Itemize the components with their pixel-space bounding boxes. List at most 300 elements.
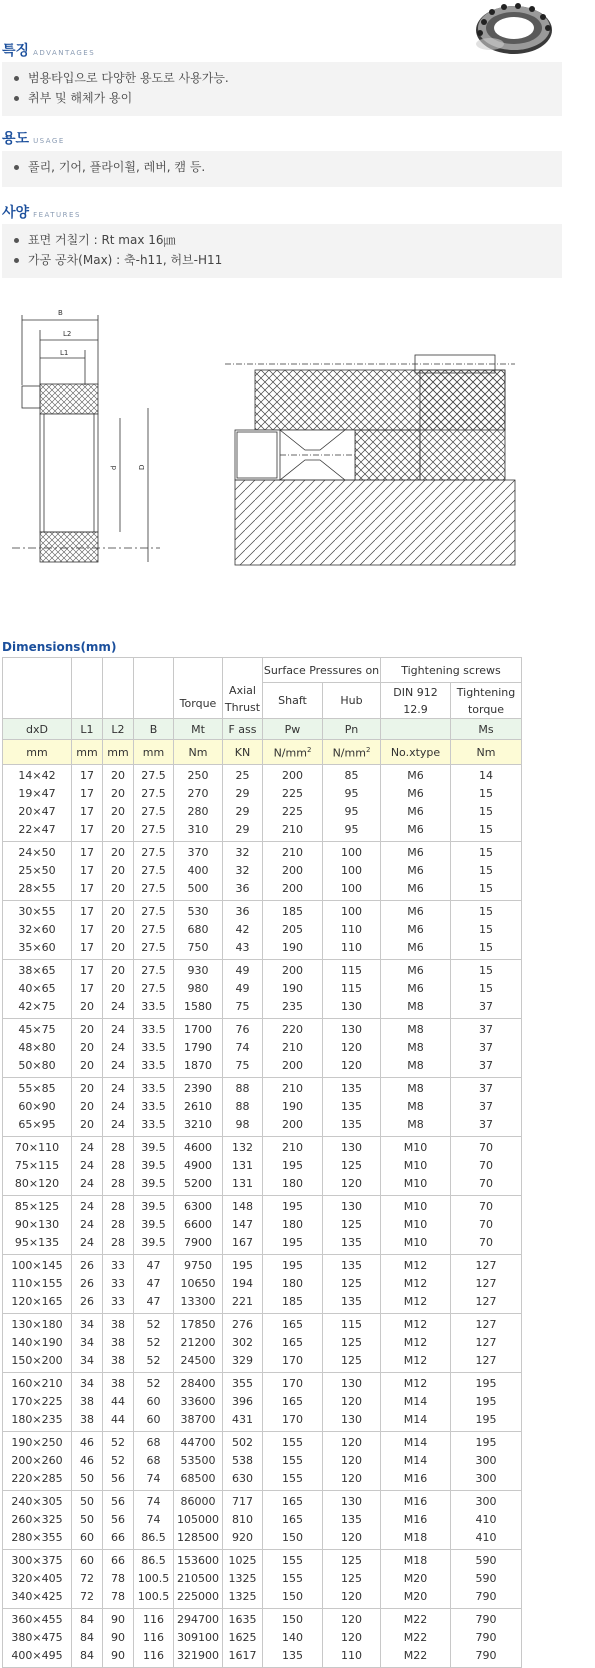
table-cell: 155: [263, 1570, 323, 1588]
table-cell: 29: [223, 821, 263, 842]
table-cell: 66: [103, 1550, 134, 1571]
unit-cell: No.xtype: [381, 740, 451, 765]
table-cell: 135: [323, 1293, 381, 1314]
table-cell: 140: [263, 1629, 323, 1647]
table-cell: 100×145: [3, 1255, 72, 1276]
table-cell: 56: [103, 1491, 134, 1512]
header-surface-pressures: Surface Pressures on: [263, 658, 381, 683]
table-row: [3, 1039, 522, 1057]
header-row-1: [3, 658, 522, 683]
table-cell: 135: [323, 1255, 381, 1276]
table-cell: M8: [381, 1019, 451, 1040]
table-cell: 15: [451, 842, 522, 863]
table-cell: 37: [451, 1078, 522, 1099]
table-cell: 116: [134, 1647, 174, 1668]
table-cell: M8: [381, 1116, 451, 1137]
table-cell: 46: [72, 1452, 103, 1470]
table-cell: 120: [323, 1629, 381, 1647]
table-cell: M8: [381, 1098, 451, 1116]
table-cell: 195: [451, 1393, 522, 1411]
list-item: 범용타입으로 다양한 용도로 사용가능.: [28, 68, 562, 88]
table-cell: M6: [381, 880, 451, 901]
header-tightening-screws: Tightening screws: [381, 658, 522, 683]
table-row: [3, 1334, 522, 1352]
table-cell: 33: [103, 1255, 134, 1276]
symbol-cell: L1: [72, 719, 103, 740]
table-cell: 72: [72, 1570, 103, 1588]
usage-box: [2, 151, 562, 187]
table-cell: 130: [323, 1137, 381, 1158]
table-cell: 90: [103, 1647, 134, 1668]
usage-title: 용도 USAGE: [2, 131, 65, 147]
table-cell: 200: [263, 765, 323, 786]
table-cell: 195: [263, 1196, 323, 1217]
table-cell: M10: [381, 1216, 451, 1234]
table-cell: 48×80: [3, 1039, 72, 1057]
table-cell: 52: [134, 1373, 174, 1394]
table-cell: 165: [263, 1393, 323, 1411]
table-cell: 44: [103, 1411, 134, 1432]
table-cell: M10: [381, 1137, 451, 1158]
table-cell: 24: [103, 1098, 134, 1116]
table-cell: 70×110: [3, 1137, 72, 1158]
table-cell: 131: [223, 1175, 263, 1196]
table-cell: 37: [451, 1098, 522, 1116]
table-cell: 127: [451, 1275, 522, 1293]
table-cell: 148: [223, 1196, 263, 1217]
table-cell: 125: [323, 1570, 381, 1588]
table-cell: 27.5: [134, 803, 174, 821]
table-cell: 502: [223, 1432, 263, 1453]
table-cell: 25×50: [3, 862, 72, 880]
table-cell: 33.5: [134, 998, 174, 1019]
table-cell: 100.5: [134, 1570, 174, 1588]
table-row: [3, 1255, 522, 1276]
table-cell: 130×180: [3, 1314, 72, 1335]
table-cell: 80×120: [3, 1175, 72, 1196]
table-cell: 17: [72, 842, 103, 863]
unit-cell: Nm: [451, 740, 522, 765]
table-cell: 194: [223, 1275, 263, 1293]
table-cell: 15: [451, 785, 522, 803]
unit-cell: $N/mm^2$: [263, 740, 323, 765]
table-cell: 127: [451, 1352, 522, 1373]
table-group: [3, 1432, 522, 1491]
unit-cell: KN: [223, 740, 263, 765]
list-item: 가공 공차(Max) : 축-h11, 허브-H11: [28, 250, 562, 270]
table-cell: 20: [103, 803, 134, 821]
table-row: [3, 1196, 522, 1217]
table-cell: 170×225: [3, 1393, 72, 1411]
table-cell: 120: [323, 1432, 381, 1453]
table-cell: 17: [72, 980, 103, 998]
table-cell: 74: [134, 1511, 174, 1529]
table-cell: M12: [381, 1275, 451, 1293]
table-cell: 4600: [174, 1137, 223, 1158]
table-cell: 135: [323, 1116, 381, 1137]
table-cell: 167: [223, 1234, 263, 1255]
table-cell: 530: [174, 901, 223, 922]
table-cell: M6: [381, 765, 451, 786]
table-cell: 195: [263, 1157, 323, 1175]
table-cell: 50×80: [3, 1057, 72, 1078]
table-row: [3, 821, 522, 842]
table-cell: 20: [72, 1019, 103, 1040]
table-row: [3, 880, 522, 901]
table-cell: 155: [263, 1550, 323, 1571]
table-cell: 85: [323, 765, 381, 786]
table-cell: 195: [451, 1373, 522, 1394]
table-cell: 33: [103, 1293, 134, 1314]
table-cell: 20: [72, 1078, 103, 1099]
table-cell: 85×125: [3, 1196, 72, 1217]
table-group: [3, 1491, 522, 1550]
table-cell: 280×355: [3, 1529, 72, 1550]
table-cell: 50: [72, 1491, 103, 1512]
table-group: [3, 1609, 522, 1668]
table-cell: 135: [323, 1098, 381, 1116]
table-cell: 27.5: [134, 785, 174, 803]
table-cell: 1617: [223, 1647, 263, 1668]
table-cell: 44: [103, 1393, 134, 1411]
table-cell: 38: [103, 1373, 134, 1394]
table-cell: 17: [72, 880, 103, 901]
table-cell: 38: [103, 1352, 134, 1373]
table-cell: 1625: [223, 1629, 263, 1647]
table-cell: 320×405: [3, 1570, 72, 1588]
table-cell: 14: [451, 765, 522, 786]
table-cell: 24: [103, 1057, 134, 1078]
table-cell: 280: [174, 803, 223, 821]
table-cell: 321900: [174, 1647, 223, 1668]
table-cell: 26: [72, 1293, 103, 1314]
table-row: [3, 998, 522, 1019]
table-row: [3, 1373, 522, 1394]
table-cell: 20: [72, 1057, 103, 1078]
table-cell: 26: [72, 1255, 103, 1276]
table-cell: M22: [381, 1647, 451, 1668]
table-cell: 980: [174, 980, 223, 998]
table-cell: 20: [72, 998, 103, 1019]
table-cell: 130: [323, 1019, 381, 1040]
table-cell: 70: [451, 1175, 522, 1196]
table-cell: 131: [223, 1157, 263, 1175]
table-cell: 74: [223, 1039, 263, 1057]
table-cell: 32×60: [3, 921, 72, 939]
table-cell: 300: [451, 1452, 522, 1470]
table-cell: 27.5: [134, 880, 174, 901]
table-cell: 70: [451, 1137, 522, 1158]
table-cell: M8: [381, 1039, 451, 1057]
table-cell: M6: [381, 980, 451, 998]
table-cell: 410: [451, 1511, 522, 1529]
table-cell: 110: [323, 921, 381, 939]
table-cell: 17: [72, 960, 103, 981]
table-cell: 260×325: [3, 1511, 72, 1529]
table-cell: M10: [381, 1234, 451, 1255]
table-cell: 98: [223, 1116, 263, 1137]
table-cell: M16: [381, 1511, 451, 1529]
table-cell: 46: [72, 1432, 103, 1453]
table-cell: 590: [451, 1550, 522, 1571]
table-cell: 6300: [174, 1196, 223, 1217]
table-cell: M6: [381, 842, 451, 863]
dim-label-D: D: [138, 464, 146, 470]
table-cell: 26: [72, 1275, 103, 1293]
table-cell: 21200: [174, 1334, 223, 1352]
table-cell: 75×115: [3, 1157, 72, 1175]
unit-cell: mm: [3, 740, 72, 765]
table-cell: 39.5: [134, 1234, 174, 1255]
table-cell: 53500: [174, 1452, 223, 1470]
table-row: [3, 842, 522, 863]
dim-label-d: d: [110, 465, 118, 470]
table-cell: 20: [103, 901, 134, 922]
table-cell: 195: [451, 1411, 522, 1432]
table-cell: 147: [223, 1216, 263, 1234]
symbol-cell: Ms: [451, 719, 522, 740]
table-cell: 10650: [174, 1275, 223, 1293]
table-cell: 210: [263, 842, 323, 863]
table-cell: 790: [451, 1647, 522, 1668]
table-cell: 60: [72, 1550, 103, 1571]
table-cell: M10: [381, 1196, 451, 1217]
symbol-cell: dxD: [3, 719, 72, 740]
table-group: [3, 1137, 522, 1196]
table-cell: 190: [263, 939, 323, 960]
table-cell: 68: [134, 1432, 174, 1453]
table-cell: 500: [174, 880, 223, 901]
table-cell: 130: [323, 1411, 381, 1432]
table-row: [3, 921, 522, 939]
table-cell: 130: [323, 998, 381, 1019]
table-cell: 28: [103, 1137, 134, 1158]
table-cell: 78: [103, 1570, 134, 1588]
table-row: [3, 1216, 522, 1234]
table-cell: 210: [263, 821, 323, 842]
table-row: [3, 1629, 522, 1647]
table-cell: 155: [263, 1452, 323, 1470]
table-cell: 153600: [174, 1550, 223, 1571]
table-cell: 125: [323, 1216, 381, 1234]
table-cell: 410: [451, 1529, 522, 1550]
table-cell: 190×250: [3, 1432, 72, 1453]
table-cell: 170: [263, 1352, 323, 1373]
table-cell: 140×190: [3, 1334, 72, 1352]
table-cell: 116: [134, 1609, 174, 1630]
table-cell: 538: [223, 1452, 263, 1470]
table-cell: M12: [381, 1314, 451, 1335]
table-cell: 195: [223, 1255, 263, 1276]
table-cell: 15: [451, 960, 522, 981]
table-cell: 340×425: [3, 1588, 72, 1609]
table-group: [3, 1078, 522, 1137]
table-cell: 120: [323, 1470, 381, 1491]
table-cell: 33.5: [134, 1098, 174, 1116]
table-cell: 27.5: [134, 921, 174, 939]
table-row: [3, 765, 522, 786]
table-cell: M10: [381, 1157, 451, 1175]
table-cell: M12: [381, 1334, 451, 1352]
table-cell: 28400: [174, 1373, 223, 1394]
table-cell: M12: [381, 1293, 451, 1314]
table-cell: 130: [323, 1491, 381, 1512]
cross-section-drawing: [10, 300, 170, 580]
table-cell: M16: [381, 1470, 451, 1491]
table-row: [3, 1588, 522, 1609]
table-cell: 75: [223, 1057, 263, 1078]
table-cell: 90: [103, 1629, 134, 1647]
table-cell: 95: [323, 821, 381, 842]
symbol-cell: [381, 719, 451, 740]
table-cell: 2610: [174, 1098, 223, 1116]
table-cell: M14: [381, 1452, 451, 1470]
table-row: [3, 960, 522, 981]
table-cell: 24: [103, 998, 134, 1019]
table-cell: 24: [103, 1019, 134, 1040]
table-cell: M14: [381, 1432, 451, 1453]
table-cell: M14: [381, 1411, 451, 1432]
table-cell: M6: [381, 921, 451, 939]
table-cell: 127: [451, 1293, 522, 1314]
table-row: [3, 939, 522, 960]
table-cell: 20: [103, 880, 134, 901]
table-cell: 37: [451, 1039, 522, 1057]
table-cell: M6: [381, 960, 451, 981]
table-cell: 74: [134, 1470, 174, 1491]
table-cell: 790: [451, 1609, 522, 1630]
table-cell: 125: [323, 1334, 381, 1352]
table-cell: 37: [451, 1116, 522, 1137]
table-cell: 195: [451, 1432, 522, 1453]
symbol-cell: B: [134, 719, 174, 740]
table-cell: 20: [103, 785, 134, 803]
table-cell: 125: [323, 1157, 381, 1175]
table-cell: 165: [263, 1334, 323, 1352]
table-cell: 20: [103, 821, 134, 842]
table-cell: 110: [323, 939, 381, 960]
list-item: 풀리, 기어, 플라이휠, 레버, 캠 등.: [28, 157, 562, 177]
table-group: [3, 960, 522, 1019]
table-cell: 38700: [174, 1411, 223, 1432]
table-cell: 36: [223, 901, 263, 922]
table-row: [3, 1452, 522, 1470]
symbol-cell: Pn: [323, 719, 381, 740]
table-cell: M12: [381, 1255, 451, 1276]
assembly-drawing: [225, 350, 525, 580]
table-row: [3, 862, 522, 880]
table-cell: 30×55: [3, 901, 72, 922]
table-cell: 60: [72, 1529, 103, 1550]
table-cell: 24: [103, 1039, 134, 1057]
table-cell: 68: [134, 1452, 174, 1470]
table-cell: 34: [72, 1352, 103, 1373]
table-cell: 200: [263, 862, 323, 880]
symbol-cell: F ass: [223, 719, 263, 740]
table-cell: 180: [263, 1175, 323, 1196]
table-cell: 132: [223, 1137, 263, 1158]
table-cell: 19×47: [3, 785, 72, 803]
table-cell: 431: [223, 1411, 263, 1432]
unit-cell: mm: [72, 740, 103, 765]
table-cell: 790: [451, 1588, 522, 1609]
dim-label-b: B: [58, 309, 63, 317]
table-cell: 170: [263, 1373, 323, 1394]
table-cell: 70: [451, 1196, 522, 1217]
table-row: [3, 1057, 522, 1078]
table-cell: 95×135: [3, 1234, 72, 1255]
table-row: [3, 980, 522, 998]
table-cell: M6: [381, 939, 451, 960]
table-cell: 360×455: [3, 1609, 72, 1630]
table-cell: 28: [103, 1157, 134, 1175]
table-cell: 20: [103, 960, 134, 981]
table-cell: 165: [263, 1491, 323, 1512]
table-cell: 24: [72, 1157, 103, 1175]
table-cell: 200: [263, 960, 323, 981]
table-cell: 20: [72, 1039, 103, 1057]
table-cell: 78: [103, 1588, 134, 1609]
table-cell: 210: [263, 1078, 323, 1099]
table-cell: 300×375: [3, 1550, 72, 1571]
table-row: [3, 1019, 522, 1040]
table-cell: M8: [381, 1057, 451, 1078]
table-row: [3, 1393, 522, 1411]
table-cell: 17: [72, 862, 103, 880]
table-cell: 28: [103, 1216, 134, 1234]
table-cell: 14×42: [3, 765, 72, 786]
table-cell: 930: [174, 960, 223, 981]
table-row: [3, 1609, 522, 1630]
table-cell: M20: [381, 1570, 451, 1588]
table-cell: 370: [174, 842, 223, 863]
table-cell: 150: [263, 1588, 323, 1609]
table-cell: 150×200: [3, 1352, 72, 1373]
table-cell: 27.5: [134, 980, 174, 998]
table-cell: 1325: [223, 1570, 263, 1588]
table-cell: 120: [323, 1039, 381, 1057]
table-row: [3, 1432, 522, 1453]
table-cell: 17: [72, 803, 103, 821]
table-cell: 127: [451, 1314, 522, 1335]
table-cell: 120: [323, 1393, 381, 1411]
table-cell: 39.5: [134, 1157, 174, 1175]
table-row: [3, 803, 522, 821]
table-cell: 200: [263, 1116, 323, 1137]
symbol-cell: Mt: [174, 719, 223, 740]
table-cell: 68500: [174, 1470, 223, 1491]
table-cell: 38: [103, 1314, 134, 1335]
table-cell: 310: [174, 821, 223, 842]
table-row: [3, 1275, 522, 1293]
table-row: [3, 1411, 522, 1432]
table-cell: 130: [323, 1373, 381, 1394]
table-cell: 24500: [174, 1352, 223, 1373]
table-row: [3, 1470, 522, 1491]
unit-row: [3, 740, 522, 765]
table-cell: 125: [323, 1352, 381, 1373]
table-cell: 17: [72, 939, 103, 960]
symbol-cell: L2: [103, 719, 134, 740]
table-row: [3, 1293, 522, 1314]
table-cell: 120: [323, 1609, 381, 1630]
table-cell: 115: [323, 1314, 381, 1335]
table-cell: 300: [451, 1470, 522, 1491]
table-cell: 38: [72, 1393, 103, 1411]
table-cell: 24×50: [3, 842, 72, 863]
table-cell: 28: [103, 1196, 134, 1217]
table-group: [3, 842, 522, 901]
